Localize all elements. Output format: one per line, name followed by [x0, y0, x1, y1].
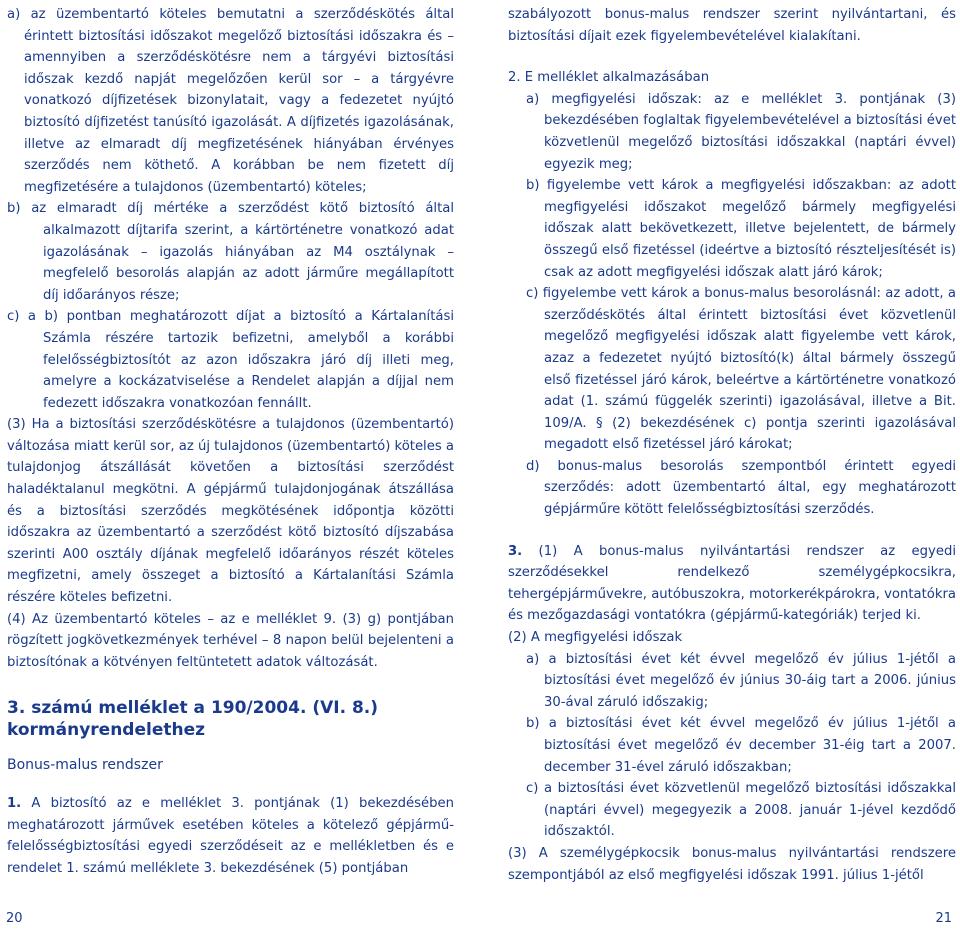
- paragraph-4: (4) Az üzembentartó köteles – az e melléklet 9. (3) g) pontjában rögzített jogkövetkezmények terhével – 8 napon belül bejelenteni a biztosítónak a kötvényen feltüntetett adatok változását.: [7, 611, 454, 670]
- page-number-right: 21: [935, 911, 952, 926]
- page-number-left: 20: [6, 911, 23, 926]
- item-3-2: (2) A megfigyelési időszak: [508, 630, 683, 646]
- item-2-heading: 2. E melléklet alkalmazásában: [508, 70, 710, 86]
- item-1-text: A biztosító az e melléklet 3. pontjának (1) bekezdésében meghatározott járművek esetében köteles a kötelező gépjármű-felelősségbiztosítási egyedi szerződéseit az e mellékletben és e rendelet 1. számú melléklete 3. bekezdésének (5) pontjában: [7, 796, 454, 876]
- item-3-text: (1) A bonus-malus nyilvántartási rendszer az egyedi szerződésekkel rendelkező személygépkocsikra, tehergépjárművekre, autóbuszokra, motorkerékpárokra, vontatókra és mezőgazdasági vontatókra (gépjármű-kategóriák) terjed ki.: [508, 543, 956, 624]
- annex-subheading: Bonus-malus rendszer: [7, 757, 163, 774]
- item-3-number: 3.: [508, 543, 523, 559]
- item-1-number: 1.: [7, 796, 22, 811]
- right-column: [508, 4, 956, 886]
- paragraph-continued: szabályozott bonus-malus rendszer szerint nyilvántartani, és biztosítási díjait ezek figyelembevételével kialakítani.: [508, 7, 956, 44]
- left-column: [7, 4, 454, 879]
- item-3-2a: a) a biztosítási évet két évvel megelőző év július 1-jétől a biztosítási évet megelőző év június 30-áig tart a 2006. június 30-ával záruló időszakig;: [526, 651, 956, 710]
- item-2c: c) figyelembe vett károk a bonus-malus besorolásnál: az adott, a szerződéskötés által érintett biztosítási évet közvetlenül megelőző megfigyelési időszak alatt figyelembe vett károk, azaz a fedezetet nyújtó biztosító(k) által bármely összegű első fizetéssel járó károk, beleértve a kártörténetre vonatkozó adat (1. számú függelék szerinti) igazolásával, illetve a Bit. 109/A. § (2) bekezdésének c) pontja szerinti igazolásával megadott első fizetéssel járó károkat;: [526, 286, 956, 453]
- paragraph-c: c) a b) pontban meghatározott díjat a biztosító a Kártalanítási Számla részére tartozik befizetni, amelyből a korábbi felelősségbiztosítót az azon időszakra járó díj illeti meg, amelyre a kockázatviselése a Rendelet alapján a díjjal nem fedezett időszakra vonatkozóan fennállt.: [7, 309, 454, 411]
- paragraph-a: a) az üzembentartó köteles bemutatni a szerződéskötés által érintett biztosítási időszakot megelőző biztosítási időszakra és – amennyiben a szerződéskötésre nem a tárgyévi biztosítási időszak kezdő napját megelőzően kerül sor – a tárgyévre vonatkozó díjfizetések bizonylatait, vagy a fedezetet nyújtó biztosító díjfizetést tanúsító igazolását. A díjfizetés igazolásának, illetve az elmaradt díj megfizetésének hiányában érvényes szerződés nem köthető. A korábban be nem fizetett díj megfizetésére a tulajdonos (üzembentartó) köteles;: [7, 7, 454, 195]
- item-3-3: (3) A személygépkocsik bonus-malus nyilvántartási rendszere szempontjából az első megfigyelési időszak 1991. július 1-jétől: [508, 845, 956, 883]
- annex-heading: 3. számú melléklet a 190/2004. (VI. 8.) kormányrendelethez: [7, 698, 379, 741]
- item-2d: d) bonus-malus besorolás szempontból érintett egyedi szerződés: adott üzembentartó által, egy meghatározott gépjárműre kötött felelősségbiztosítási szerződés.: [526, 458, 956, 518]
- paragraph-3: (3) Ha a biztosítási szerződéskötésre a tulajdonos (üzembentartó) változása miatt kerül sor, az új tulajdonos (üzembentartó) köteles a tulajdonjog átszállását követően a biztosítási szerződést haladéktalanul megkötni. A gépjármű tulajdonjogának átszállása és a biztosítási szerződés megkötésének időpontja közötti időszakra az üzembentartó a szerződést kötő biztosító díjszabása szerinti A00 osztály díjának megfelelő időarányos részét köteles megfizetni, amely összeget a biztosító a Kártalanítási Számla részére köteles befizetni.: [7, 417, 454, 606]
- item-3-2b: b) a biztosítási évet két évvel megelőző év július 1-jétől a biztosítási évet megelőző év december 31-éig tart a 2007. december 31-ével záruló időszakban;: [526, 716, 956, 775]
- item-1: [7, 793, 454, 879]
- item-2b: b) figyelembe vett károk a megfigyelési időszakban: az adott megfigyelési időszakot megelőző bármely megfigyelési időszak alatt bekövetkezett, illetve bejelentett, de bármely összegű első fizetéssel (ideértve a biztosító részteljesítését is) csak az adott megfigyelési időszak alatt járó károk;: [526, 178, 956, 280]
- paragraph-b: b) az elmaradt díj mértéke a szerződést kötő biztosító által alkalmazott díjtarifa szerint, a kártörténetre vonatkozó adat igazolásának – igazolás hiányában az M4 osztálynak – megfelelő besorolás alapján az adott járműre megállapított díj időarányos része;: [7, 201, 454, 303]
- item-3: [508, 541, 956, 627]
- item-3-2c: c) a biztosítási évet közvetlenül megelőző biztosítási időszakkal (naptári évvel) megegyezik a 2008. január 1-jével kezdődő időszaktól.: [526, 781, 956, 840]
- item-2a: a) megfigyelési időszak: az e melléklet 3. pontjának (3) bekezdésében foglaltak figyelembevételével a biztosítási évet közvetlenül megelőző biztosítási időszakkal (naptári évvel) egyezik meg;: [526, 91, 956, 172]
